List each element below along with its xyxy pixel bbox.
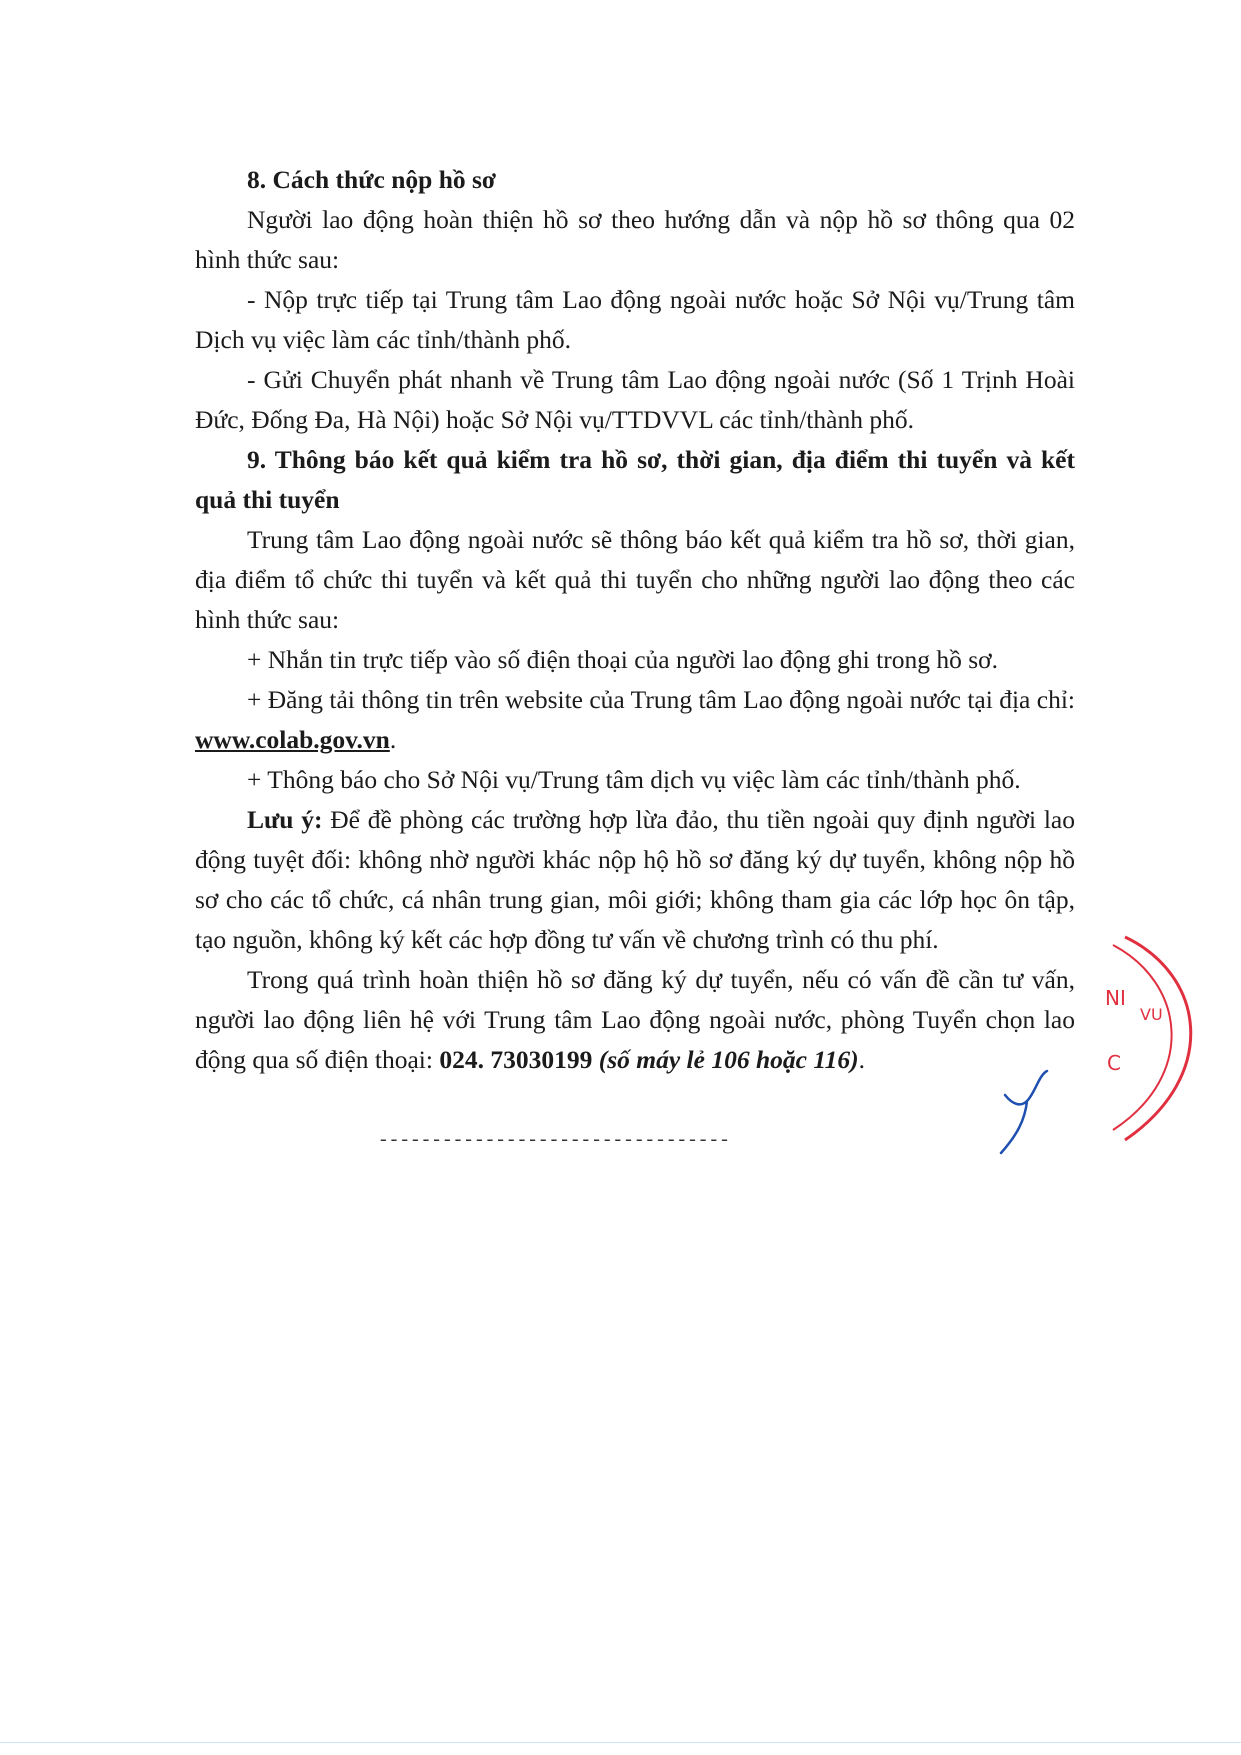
official-seal-stamp xyxy=(1085,935,1235,1145)
handwritten-signature xyxy=(995,1065,1075,1155)
section-9-item-1: + Nhắn tin trực tiếp vào số điện thoại của người lao động ghi trong hồ sơ. xyxy=(247,645,998,674)
section-9-heading: 9. Thông báo kết quả kiểm tra hồ sơ, thời gian, địa điểm thi tuyển và kết quả thi tuyển xyxy=(195,445,1075,514)
section-8-item-1: - Nộp trực tiếp tại Trung tâm Lao động ngoài nước hoặc Sở Nội vụ/Trung tâm Dịch vụ việc làm các tỉnh/thành phố. xyxy=(195,285,1075,354)
note-text: Để đề phòng các trường hợp lừa đảo, thu tiền ngoài quy định người lao động tuyệt đối: không nhờ người khác nộp hộ hồ sơ đăng ký dự tuyển, không nộp hồ sơ cho các tổ chức, cá nhân trung gian, môi giới; không tham gia các lớp học ôn tập, tạo nguồn, không ký kết các hợp đồng tư vấn về chương trình có thu phí. xyxy=(195,805,1075,954)
contact-phone: 024. 73030199 xyxy=(439,1045,593,1074)
section-9-item-3: + Thông báo cho Sở Nội vụ/Trung tâm dịch vụ việc làm các tỉnh/thành phố. xyxy=(247,765,1021,794)
svg-text:VU: VU xyxy=(1140,1005,1163,1024)
contact-paragraph xyxy=(195,960,1075,1080)
note-label: Lưu ý: xyxy=(247,805,323,834)
document-body xyxy=(195,160,1075,1080)
contact-prefix: Trong quá trình hoàn thiện hồ sơ đăng ký dự tuyển, nếu có vấn đề cần tư vấn, người lao động liên hệ với Trung tâm Lao động ngoài nước, phòng Tuyển chọn lao động qua số điện thoại: xyxy=(195,965,1075,1074)
page-bottom-border xyxy=(0,1742,1241,1743)
section-9-item-2 xyxy=(195,680,1075,760)
svg-text:NI: NI xyxy=(1105,986,1126,1010)
section-8-intro: Người lao động hoàn thiện hồ sơ theo hướng dẫn và nộp hồ sơ thông qua 02 hình thức sau: xyxy=(195,205,1075,274)
contact-extension: (số máy lẻ 106 hoặc 116) xyxy=(592,1045,859,1074)
item-2-suffix: . xyxy=(389,725,397,754)
item-2-prefix: + Đăng tải thông tin trên website của Trung tâm Lao động ngoài nước tại địa chỉ: xyxy=(247,685,1075,714)
svg-text:C: C xyxy=(1107,1051,1121,1075)
section-9-intro: Trung tâm Lao động ngoài nước sẽ thông báo kết quả kiểm tra hồ sơ, thời gian, địa điểm tổ chức thi tuyển và kết quả thi tuyển cho những người lao động theo các hình thức sau: xyxy=(195,525,1075,634)
note-paragraph xyxy=(195,800,1075,960)
section-8-heading: 8. Cách thức nộp hồ sơ xyxy=(247,165,497,194)
website-link[interactable]: www.colab.gov.vn xyxy=(195,725,390,754)
section-8-item-2: - Gửi Chuyển phát nhanh về Trung tâm Lao động ngoài nước (Số 1 Trịnh Hoài Đức, Đống Đa, Hà Nội) hoặc Sở Nội vụ/TTDVVL các tỉnh/thành phố. xyxy=(195,365,1075,434)
separator-line: --------------------------------- xyxy=(380,1128,732,1150)
contact-suffix: . xyxy=(858,1045,866,1074)
